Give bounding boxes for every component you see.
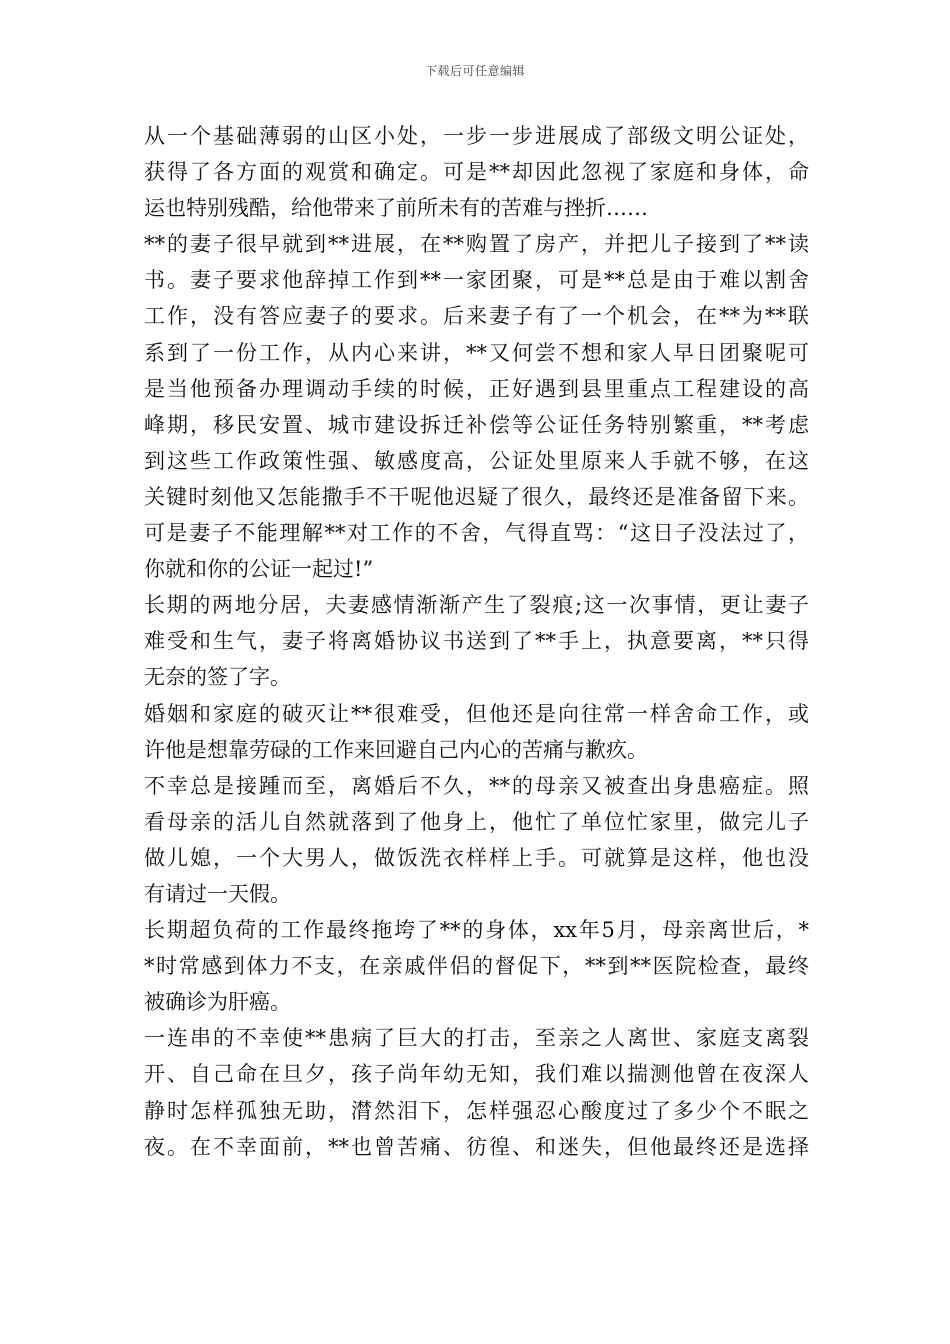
text-line: 关键时刻他又怎能撒手不干呢他迟疑了很久，最终还是准备留下来。 [144,484,809,509]
text-line: 做儿媳，一个大男人，做饭洗衣样样上手。可就算是这样，他也没 [144,845,809,870]
text-line: 婚姻和家庭的破灭让**很难受，但他还是向往常一样舍命工作，或 [144,701,809,726]
text-line: 到这些工作政策性强、敏感度高，公证处里原来人手就不够，在这 [144,448,809,473]
paragraph [144,587,809,695]
page-header: 下载后可任意编辑 [424,64,525,78]
text-line: 你就和你的公证一起过!” [144,557,374,582]
paragraph [144,912,809,1020]
text-line: 书。妻子要求他辞掉工作到**一家团聚，可是**总是由于难以割舍 [144,268,809,293]
paragraph [144,1020,809,1164]
text-line: 无奈的签了字。 [144,665,291,690]
text-line: 许他是想靠劳碌的工作来回避自己内心的苦痛与歉疚。 [144,737,648,762]
paragraph [144,768,809,912]
text-line: 看母亲的活儿自然就落到了他身上，他忙了单位忙家里，做完儿子 [144,809,809,834]
paragraph [144,696,809,768]
text-line: 获得了各方面的观赏和确定。可是**却因此忽视了家庭和身体，命 [144,160,809,185]
text-line: 运也特别残酷，给他带来了前所未有的苦难与挫折…… [144,196,648,221]
text-line: 系到了一份工作，从内心来讲，**又何尝不想和家人早日团聚呢可 [144,340,809,365]
text-line: 从一个基础薄弱的山区小处，一步一步进展成了部级文明公证处， [144,124,809,148]
text-line: 工作，没有答应妻子的要求。后来妻子有了一个机会，在**为**联 [144,304,809,329]
text-line: 长期的两地分居，夫妻感情渐渐产生了裂痕;这一次事情，更让妻子 [144,593,809,618]
text-line: 难受和生气，妻子将离婚协议书送到了**手上，执意要离，**只得 [144,629,809,654]
text-line: 开、自己命在旦夕，孩子尚年幼无知，我们难以揣测他曾在夜深人 [144,1062,809,1087]
document-body [144,118,809,1165]
text-line: 是当他预备办理调动手续的时候，正好遇到县里重点工程建设的高 [144,376,809,401]
text-line: 静时怎样孤独无助，潸然泪下，怎样强忍心酸度过了多少个不眠之 [144,1098,809,1123]
text-line: 夜。在不幸面前，**也曾苦痛、彷徨、和迷失，但他最终还是选择 [144,1134,809,1159]
text-line: 一连串的不幸使**患病了巨大的打击，至亲之人离世、家庭支离裂 [144,1026,809,1051]
paragraph [144,118,809,226]
text-line: 有请过一天假。 [144,881,291,906]
text-line: 被确诊为肝癌。 [144,990,291,1015]
paragraph [144,226,809,587]
text-line: *时常感到体力不支，在亲戚伴侣的督促下，**到**医院检查，最终 [144,954,809,979]
text-line: 不幸总是接踵而至，离婚后不久，**的母亲又被查出身患癌症。照 [144,773,809,798]
text-line: 峰期，移民安置、城市建设拆迁补偿等公证任务特别繁重，**考虑 [144,412,809,437]
text-line: **的妻子很早就到**进展，在**购置了房产，并把儿子接到了**读 [144,232,809,257]
text-line: 长期超负荷的工作最终拖垮了**的身体，xx年5月，母亲离世后，* [144,918,809,943]
text-line: 可是妻子不能理解**对工作的不舍，气得直骂：“这日子没法过了， [144,521,809,546]
